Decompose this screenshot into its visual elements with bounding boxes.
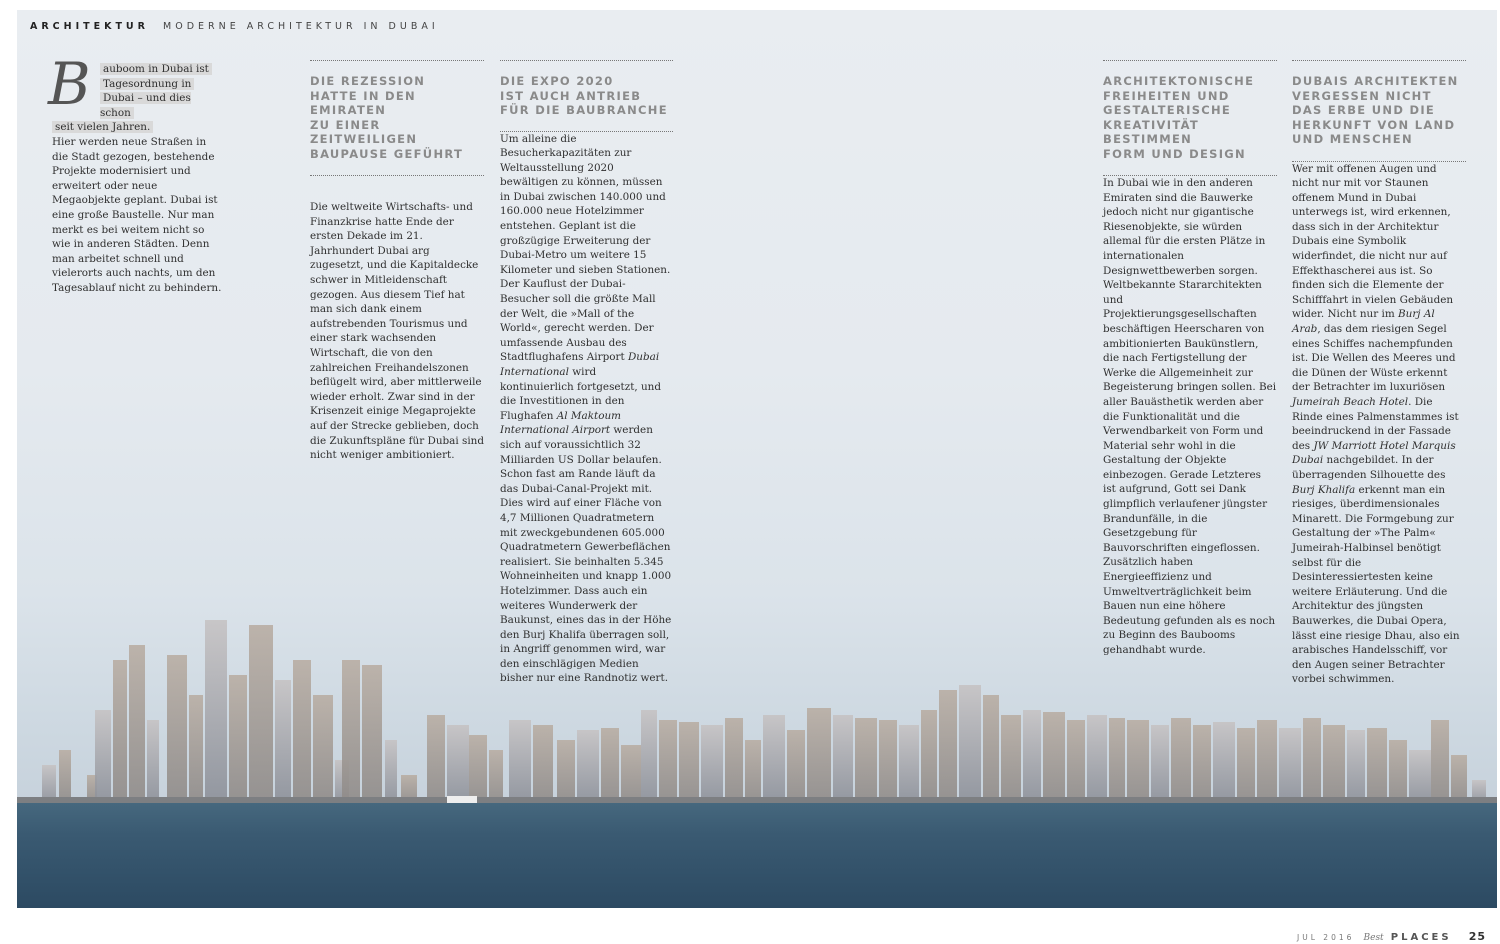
intro-text: Hier werden neue Straßen in die Stadt gezogen, bestehende Projekte modernisiert und erweitert oder neue Megaobjekte geplant. Dubai ist eine große Baustelle. Nur man merkt es bei weitem nicht so wie in anderen Städten. Denn man arbeitet schnell und vielerorts auch nachts, um den Tagesablauf nicht zu behindern. <box>52 135 222 294</box>
heading-line: KREATIVITÄT BESTIMMEN <box>1103 117 1200 146</box>
article-column-expo <box>500 60 673 686</box>
heading-line: DIE REZESSION <box>310 74 426 88</box>
article-column-erbe <box>1292 60 1466 687</box>
skyline-tower <box>577 730 599 805</box>
skyline-tower <box>533 725 553 805</box>
heading-line: HATTE IN DEN EMIRATEN <box>310 88 416 117</box>
skyline-tower <box>659 720 677 805</box>
column-body: In Dubai wie in den anderen Emiraten sind die Bauwerke jedoch nicht nur gigantische Riesenobjekte, sie würden allemal für die ersten Plätze in internationalen Designwettbewerben sorgen. Weltbekannte Stararchitekten und Projektierungsgesellschaften beschäftigen Heerscharen von ambitionierten Baukünstlern, die nach Fertigstellung der Werke die Allgemeinheit zur Begeisterung bringen sollen. Bei aller Bauästhetik werden aber die Funktionalität und die Verwendbarkeit von Form und Material sehr wohl in die Gestaltung der Objekte einbezogen. Gerade Letzteres ist aufgrund, Gott sei Dank glimpflich verlaufener jüngster Brandunfälle, in die Gesetzgebung für Bauvorschriften eingeflossen. Zusätzlich haben Energieeffizienz und Umweltverträglichkeit beim Bauen nun eine höhere Bedeutung gefunden als es noch zu Beginn des Baubooms gehandhabt wurde. <box>1103 177 1277 656</box>
running-header <box>30 21 439 32</box>
skyline-tower <box>1389 740 1407 805</box>
body-span: erkennt man ein riesiges, überdimensionales Minarett. Die Formgebung zur Gestaltung der »The Palm« Jumeirah-Halbinsel benötigt selbst für die Desinteressiertesten keine weitere Erläuterung. Und die Architektur des jüngsten Bauwerkes, die Dubai Opera, lässt eine riesige Dhau, also ein arabisches Handelsschiff, vor den Augen seiner Betrachter vorbei schwimmen. <box>1292 483 1460 686</box>
skyline-tower <box>342 660 360 805</box>
skyline-tower <box>147 720 159 805</box>
skyline-tower <box>601 728 619 805</box>
dropcap-letter: B <box>48 50 91 118</box>
article-column-freiheiten <box>1103 60 1277 658</box>
skyline-tower <box>641 710 657 805</box>
magazine-name: PLACES <box>1390 932 1452 943</box>
section-label: ARCHITEKTUR <box>30 21 149 32</box>
skyline-tower <box>787 730 805 805</box>
skyline-tower <box>385 740 397 805</box>
skyline-tower <box>275 680 291 805</box>
heading-line: BAUPAUSE GEFÜHRT <box>310 146 464 161</box>
intro-line: Dubai – und dies schon <box>100 92 191 119</box>
body-span: , das dem riesigen Segel eines Schiffes nachempfunden ist. Die Wellen des Meeres und die Dünen der Wüste erkennt der Betrachter im luxuriösen <box>1292 323 1456 394</box>
skyline-tower <box>1431 720 1449 805</box>
skyline-tower <box>725 718 743 805</box>
column-heading <box>1103 60 1277 176</box>
magazine-logo-mark: Best <box>1363 933 1384 943</box>
heading-line: DAS ERBE UND DIE <box>1292 103 1436 117</box>
skyline-tower <box>855 718 877 805</box>
skyline-tower <box>293 660 311 805</box>
skyline-tower <box>95 710 111 805</box>
issue-date: JUL 2016 <box>1297 933 1355 942</box>
column-heading <box>310 60 484 176</box>
body-span: . Die Rinde eines Palmenstammes ist beeindruckend in der Fassade des <box>1292 396 1459 452</box>
skyline-tower <box>1257 720 1277 805</box>
skyline-tower <box>427 715 445 805</box>
heading-line: FREIHEITEN UND <box>1103 88 1230 103</box>
skyline-tower <box>745 740 761 805</box>
skyline-tower <box>939 690 957 805</box>
intro-line: seit vielen Jahren. <box>52 121 153 133</box>
skyline-tower <box>1087 715 1107 805</box>
skyline-tower <box>1279 728 1301 805</box>
heading-line: ZU EINER ZEITWEILIGEN <box>310 117 418 146</box>
body-italic: Dubai International <box>500 351 660 378</box>
skyline-tower <box>229 675 247 805</box>
skyline-tower <box>1023 710 1041 805</box>
skyline-tower <box>959 685 981 805</box>
skyline-tower <box>313 695 333 805</box>
heading-line: GESTALTERISCHE <box>1103 103 1232 117</box>
skyline-tower <box>447 725 469 805</box>
skyline-tower <box>489 750 503 805</box>
body-span: wird kontinuierlich fortgesetzt, und die Investitionen in den Flughafen <box>500 366 662 422</box>
body-span: Wer mit offenen Augen und nicht nur mit vor Staunen offenem Mund in Dubai unterwegs ist, wird erkennen, dass sich in der Architektur Dubais eine Symbolik widerfindet, die nicht nur auf Effekthascherei aus ist. So finden sich die Elemente der Schifffahrt in vielen Gebäuden wider. Nicht nur im <box>1292 162 1454 321</box>
heading-line: FÜR DIE BAUBRANCHE <box>500 103 668 117</box>
skyline-tower <box>1409 750 1431 805</box>
skyline-tower <box>1367 728 1387 805</box>
body-italic: Burj Khalifa <box>1292 483 1356 496</box>
skyline-tower <box>469 735 487 805</box>
skyline-tower <box>557 740 575 805</box>
skyline-tower <box>59 750 71 805</box>
skyline-tower <box>1193 725 1211 805</box>
skyline-tower <box>1171 718 1191 805</box>
sea-water <box>17 803 1497 908</box>
column-body: Die weltweite Wirtschafts- und Finanzkrise hatte Ende der ersten Dekade im 21. Jahrhundert Dubai arg zugesetzt, und die Kapitaldecke schwer in Mitleidenschaft gezogen. Aus diesem Tief hat man sich dank einem aufstrebenden Tourismus und einer stark wachsenden Wirtschaft, die von den zahlreichen Freihandelszonen beflügelt wird, aber mittlerweile wieder erholt. Zwar sind in der Krisenzeit einige Megaprojekte auf der Strecke geblieben, doch die Zukunftspläne für Dubai sind nicht weniger ambitioniert. <box>310 201 484 462</box>
page-footer <box>1297 925 1486 944</box>
skyline-tower <box>189 695 203 805</box>
heading-line: ARCHITEKTONISCHE <box>1103 74 1255 88</box>
skyline-tower <box>1127 720 1149 805</box>
header-title: MODERNE ARCHITEKTUR IN DUBAI <box>163 21 439 32</box>
skyline-tower <box>879 720 897 805</box>
skyline-tower <box>1151 725 1169 805</box>
skyline-tower <box>679 722 699 805</box>
article-column-rezession <box>310 60 484 463</box>
heading-line: HERKUNFT VON LAND <box>1292 117 1456 132</box>
skyline-tower <box>1237 728 1255 805</box>
skyline-tower <box>621 745 641 805</box>
skyline-tower <box>1303 718 1321 805</box>
column-body <box>500 132 673 687</box>
skyline-tower <box>1109 718 1125 805</box>
skyline-tower <box>1001 715 1021 805</box>
column-heading <box>500 60 673 132</box>
column-heading <box>1292 60 1466 162</box>
skyline-tower <box>167 655 187 805</box>
column-body <box>1292 162 1466 687</box>
body-span: Um alleine die Besucherkapazitäten zur Weltausstellung 2020 bewältigen zu können, müssen in Dubai zwischen 140.000 und 160.000 neue Hotelzimmer entstehen. Geplant ist die großzügige Erweiterung der Dubai-Metro um weitere 15 Kilometer und sieben Stationen. Der Kauflust der Dubai-Besucher soll die größte Mall der Welt, die »Mall of the World«, gerecht werden. Der umfassende Ausbau des Stadtflughafens Airport <box>500 132 671 364</box>
heading-line: DIE EXPO 2020 <box>500 74 614 88</box>
skyline-tower <box>807 708 831 805</box>
skyline-tower <box>1323 725 1345 805</box>
body-italic: Burj Al Arab <box>1292 308 1435 336</box>
intro-paragraph <box>48 50 224 296</box>
heading-line: IST AUCH ANTRIEB <box>500 88 642 103</box>
skyline-tower <box>833 715 853 805</box>
skyline-tower <box>249 625 273 805</box>
page-number: 25 <box>1468 930 1486 943</box>
skyline-tower <box>1347 730 1365 805</box>
skyline-tower <box>509 720 531 805</box>
body-span: werden sich auf voraussichtlich 32 Milliarden US Dollar belaufen. Schon fast am Rande läuft da das Dubai-Canal-Projekt mit. Dies wird auf einer Fläche von 4,7 Millionen Quadratmetern mit zweckgebundenen 605.000 Quadratmetern Gewerbeflächen realisiert. Sie beinhalten 5.345 Wohneinheiten und knapp 1.000 Hotelzimmer. Dass auch ein weiteres Wunderwerk der Baukunst, eines das in der Höhe den Burj Khalifa überragen soll, in Angriff genommen wird, war den einschlägigen Medien bisher nur eine Randnotiz wert. <box>500 424 672 685</box>
skyline-tower <box>983 695 999 805</box>
skyline-tower <box>1213 722 1235 805</box>
body-italic: JW Marriott Hotel Marquis Dubai <box>1292 439 1456 467</box>
skyline-tower <box>129 645 145 805</box>
body-span: nachgebildet. In der überragenden Silhouette des <box>1292 454 1446 481</box>
heading-line: DUBAIS ARCHITEKTEN <box>1292 74 1459 88</box>
skyline-tower <box>1067 720 1085 805</box>
skyline-tower <box>1043 712 1065 805</box>
heading-line: VERGESSEN NICHT <box>1292 88 1432 103</box>
skyline-tower <box>763 715 785 805</box>
skyline-tower <box>362 665 382 805</box>
skyline-tower <box>701 725 723 805</box>
heading-line: UND MENSCHEN <box>1292 132 1413 146</box>
body-italic: Jumeirah Beach Hotel <box>1292 396 1409 408</box>
skyline-tower <box>113 660 127 805</box>
intro-line: auboom in Dubai ist <box>100 63 212 75</box>
body-italic: Al Maktoum International Airport <box>500 409 622 437</box>
skyline-tower <box>899 725 919 805</box>
intro-line: Tagesordnung in <box>100 78 194 90</box>
skyline-tower <box>921 710 937 805</box>
heading-line: FORM UND DESIGN <box>1103 146 1246 161</box>
skyline-tower <box>205 620 227 805</box>
